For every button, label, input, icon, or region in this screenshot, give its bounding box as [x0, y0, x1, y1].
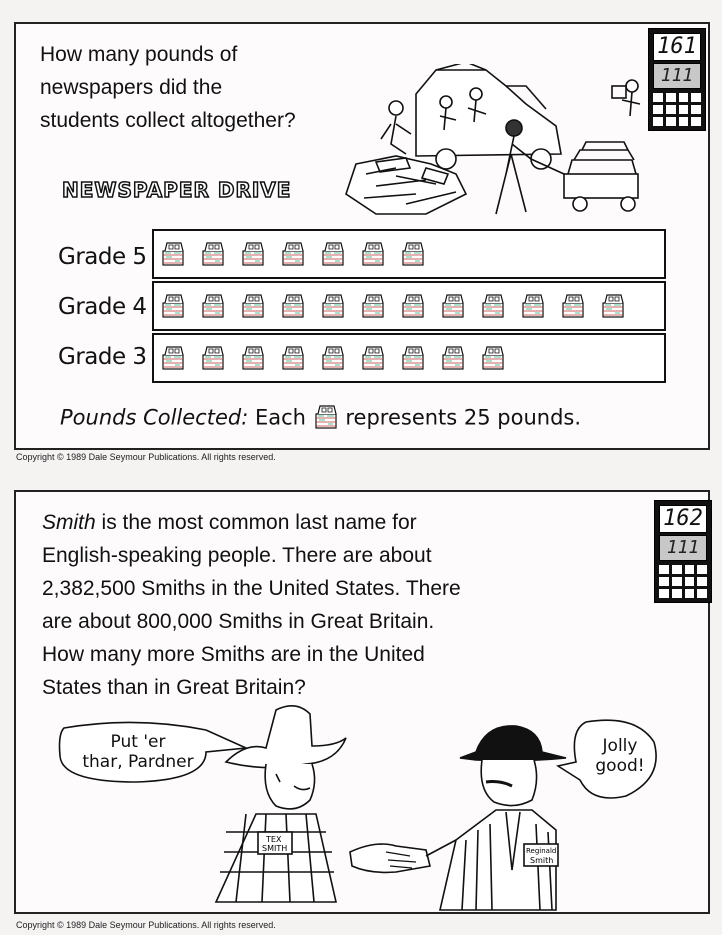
- pictograph-row-grade-4: [152, 281, 666, 331]
- copyright-notice: Copyright © 1989 Dale Seymour Publications. All rights reserved.: [16, 920, 276, 930]
- question-emphasis: Smith: [42, 511, 96, 534]
- legend-label: Pounds Collected:: [60, 405, 249, 430]
- newspaper-bundle-icon: [280, 289, 306, 323]
- question-line: 2,382,500 Smiths in the United States. There: [42, 577, 461, 600]
- newspaper-bundle-icon: [400, 289, 426, 323]
- card-number: 162: [659, 505, 707, 533]
- speech-text-left: [68, 732, 208, 772]
- badge-text: Reginald: [526, 847, 557, 855]
- question-line: How many more Smiths are in the United: [42, 643, 425, 666]
- question-line-text: is the most common last name for: [95, 511, 417, 534]
- question-line: [42, 506, 461, 539]
- calculator-keypad: [659, 565, 707, 598]
- newspaper-bundle-icon: [600, 289, 626, 323]
- calculator-icon: [654, 500, 712, 603]
- newspaper-bundle-icon: [160, 289, 186, 323]
- newspaper-bundle-icon: [520, 289, 546, 323]
- question-text: [42, 506, 461, 704]
- newspaper-bundle-icon: [400, 237, 426, 271]
- newspaper-bundle-icon: [400, 341, 426, 375]
- newspaper-bundle-icon: [320, 289, 346, 323]
- badge-text: Smith: [530, 856, 554, 865]
- speech-line: Put 'er: [110, 732, 166, 752]
- problem-card-161: [14, 22, 710, 450]
- pictograph-row-grade-3: [152, 333, 666, 383]
- newspaper-drive-illustration: [336, 64, 646, 219]
- newspaper-bundle-icon: [313, 400, 339, 437]
- legend-each: Each: [254, 405, 306, 430]
- question-line: English-speaking people. There are about: [42, 544, 432, 567]
- newspaper-bundle-icon: [480, 341, 506, 375]
- newspaper-bundle-icon: [360, 237, 386, 271]
- question-line: How many pounds of: [40, 43, 238, 66]
- newspaper-bundle-icon: [320, 341, 346, 375]
- calculator-display: 111: [659, 535, 707, 561]
- question-text: [40, 38, 296, 137]
- newspaper-bundle-icon: [440, 341, 466, 375]
- newspaper-bundle-icon: [320, 237, 346, 271]
- newspaper-bundle-icon: [240, 341, 266, 375]
- card-number: 161: [653, 33, 701, 61]
- question-line: newspapers did the: [40, 76, 223, 99]
- question-line: are about 800,000 Smiths in Great Britain.: [42, 610, 435, 633]
- newspaper-bundle-icon: [160, 237, 186, 271]
- newspaper-bundle-icon: [240, 289, 266, 323]
- pictograph-legend: [60, 400, 581, 437]
- newspaper-bundle-icon: [360, 289, 386, 323]
- row-label-grade-3: Grade 3: [58, 344, 147, 370]
- speech-line: thar, Pardner: [82, 752, 194, 772]
- calculator-icon: [648, 28, 706, 131]
- badge-text: SMITH: [262, 844, 288, 853]
- calculator-keypad: [653, 93, 701, 126]
- row-label-grade-4: Grade 4: [58, 294, 147, 320]
- row-label-grade-5: Grade 5: [58, 244, 147, 270]
- legend-represents: represents 25 pounds.: [345, 405, 582, 430]
- newspaper-bundle-icon: [200, 289, 226, 323]
- newspaper-bundle-icon: [280, 237, 306, 271]
- newspaper-bundle-icon: [360, 341, 386, 375]
- badge-text: TEX: [266, 835, 282, 844]
- newspaper-bundle-icon: [200, 341, 226, 375]
- question-line: students collect altogether?: [40, 109, 296, 132]
- speech-line: Jolly: [602, 736, 638, 756]
- question-line: States than in Great Britain?: [42, 676, 306, 699]
- graph-title: NEWSPAPER DRIVE: [62, 178, 292, 202]
- newspaper-bundle-icon: [480, 289, 506, 323]
- speech-line: good!: [595, 756, 645, 776]
- newspaper-bundle-icon: [440, 289, 466, 323]
- newspaper-bundle-icon: [240, 237, 266, 271]
- pictograph-row-grade-5: [152, 229, 666, 279]
- newspaper-bundle-icon: [280, 341, 306, 375]
- englishman-illustration: [416, 720, 616, 916]
- newspaper-bundle-icon: [160, 341, 186, 375]
- problem-card-162: [14, 490, 710, 914]
- copyright-notice: Copyright © 1989 Dale Seymour Publications. All rights reserved.: [16, 452, 276, 462]
- newspaper-bundle-icon: [200, 237, 226, 271]
- newspaper-bundle-icon: [560, 289, 586, 323]
- calculator-display: 111: [653, 63, 701, 89]
